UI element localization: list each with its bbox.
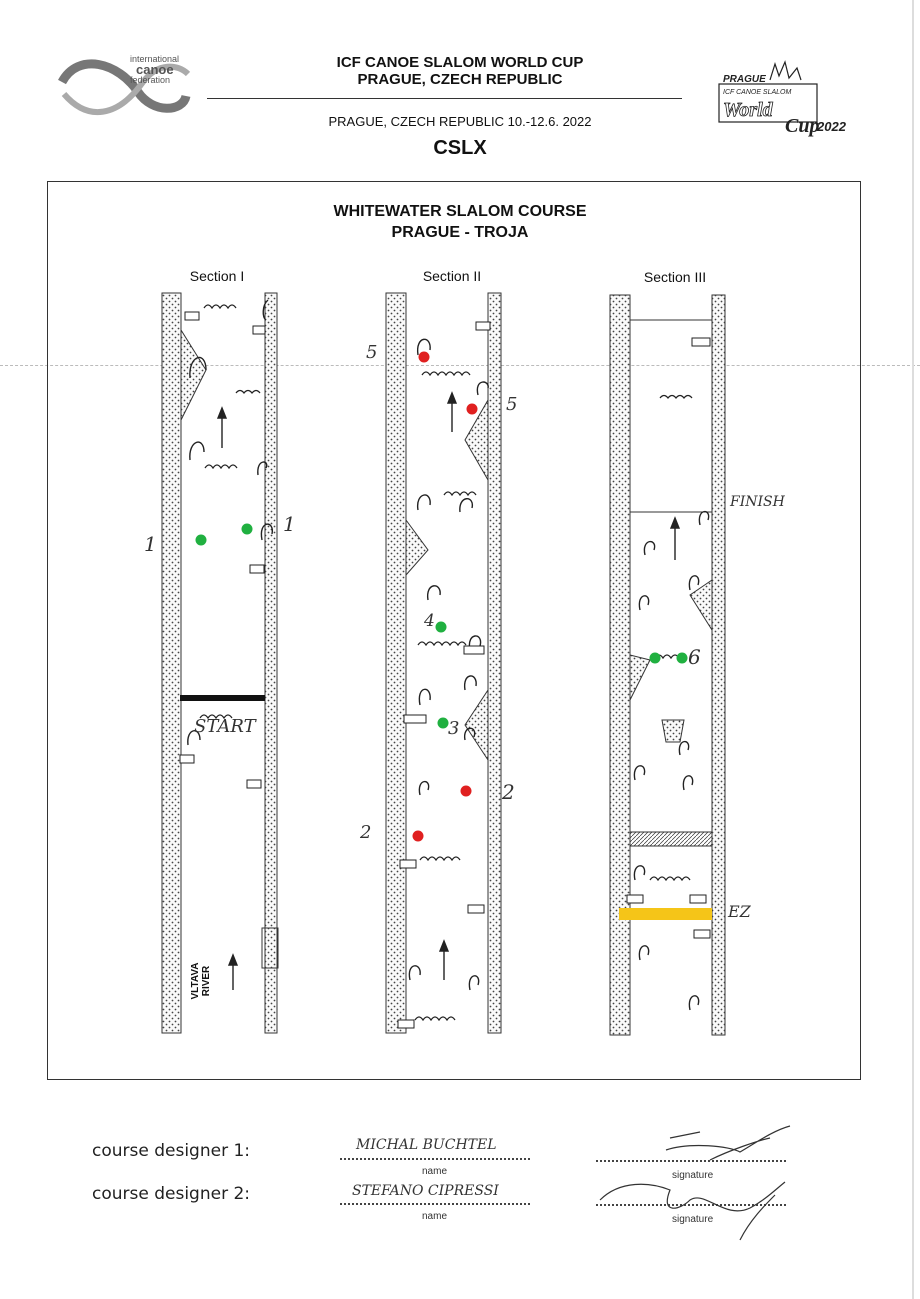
ez-marker bbox=[619, 908, 712, 920]
handwritten-signatures bbox=[590, 1120, 800, 1240]
section-2-island-low bbox=[465, 690, 488, 760]
course-title-line2: PRAGUE - TROJA bbox=[391, 224, 529, 241]
icf-logo-line3: federation bbox=[130, 75, 171, 85]
gate-5-left-number: 5 bbox=[366, 342, 378, 363]
title-line2: PRAGUE, CZECH REPUBLIC bbox=[357, 71, 563, 88]
title-line1: ICF CANOE SLALOM WORLD CUP bbox=[336, 54, 584, 71]
wc-logo-cup: Cup bbox=[785, 115, 820, 137]
section-2-right-wall bbox=[488, 293, 501, 1033]
icf-logo-line1: international bbox=[130, 54, 180, 64]
river-label bbox=[188, 950, 218, 1000]
downstream-gate-dot bbox=[196, 535, 207, 546]
signature-2 bbox=[600, 1182, 785, 1240]
downstream-gate-dot bbox=[677, 653, 688, 664]
icf-logo-line2: canoe bbox=[136, 62, 174, 77]
upstream-gate-dot bbox=[413, 831, 424, 842]
section-2-left-wall bbox=[386, 293, 406, 1033]
section-3-right-wall bbox=[712, 295, 725, 1035]
section-3-bridge bbox=[630, 832, 712, 846]
section-1-label: Section I bbox=[189, 268, 245, 284]
designer2-name: STEFANO CIPRESSI bbox=[352, 1183, 499, 1199]
upstream-gate-dot bbox=[461, 786, 472, 797]
signature-1 bbox=[666, 1126, 790, 1160]
section-1-channel bbox=[162, 293, 278, 1033]
designer1-label: course designer 1: bbox=[92, 1141, 251, 1161]
event-line: PRAGUE, CZECH REPUBLIC 10.-12.6. 2022 bbox=[328, 114, 592, 129]
designer2-signature-caption: signature bbox=[672, 1214, 714, 1225]
section-3-channel bbox=[610, 295, 725, 1035]
downstream-gate-dot bbox=[438, 718, 449, 729]
gate-4-number: 4 bbox=[424, 611, 435, 631]
river-label-line1: VLTAVA bbox=[190, 962, 201, 1000]
section-3-island-right bbox=[690, 580, 712, 630]
wc-logo-year: 2022 bbox=[817, 119, 846, 134]
section-3-label: Section III bbox=[643, 269, 707, 285]
wc-logo-prague: PRAGUE bbox=[723, 74, 766, 85]
designer2-label: course designer 2: bbox=[92, 1184, 251, 1204]
course-title-line1: WHITEWATER SLALOM COURSE bbox=[333, 203, 587, 220]
gate-2-right-number: 2 bbox=[502, 780, 515, 804]
section-3-left-wall bbox=[610, 295, 630, 1035]
designer2-name-caption: name bbox=[422, 1211, 448, 1222]
designer1-name-line bbox=[340, 1158, 530, 1160]
upstream-gate-dot bbox=[467, 404, 478, 415]
gate-3-number: 3 bbox=[448, 718, 460, 739]
section-2-label: Section II bbox=[422, 268, 482, 284]
gate-1-left-number: 1 bbox=[144, 532, 157, 556]
downstream-gate-dot bbox=[436, 622, 447, 633]
gate-5-right-number: 5 bbox=[506, 394, 518, 415]
section-3-island-left bbox=[630, 655, 650, 700]
downstream-gate-dot bbox=[650, 653, 661, 664]
upstream-gate-dot bbox=[419, 352, 430, 363]
wc-logo-subtitle: ICF CANOE SLALOM bbox=[723, 89, 792, 96]
designer2-name-line bbox=[340, 1203, 530, 1205]
gate-6-number: 6 bbox=[688, 645, 701, 669]
ez-label: EZ bbox=[728, 902, 751, 921]
gate-2-left-number: 2 bbox=[360, 822, 372, 843]
gate-1-right-number: 1 bbox=[283, 512, 296, 536]
river-label-line2: RIVER bbox=[201, 965, 212, 997]
start-line bbox=[180, 695, 265, 701]
start-label: START bbox=[194, 716, 256, 737]
designer1-name: MICHAL BUCHTEL bbox=[356, 1137, 497, 1153]
wc-logo-world: World bbox=[723, 99, 773, 121]
section-3-rock bbox=[662, 720, 684, 742]
designer1-signature-caption: signature bbox=[672, 1170, 714, 1181]
designer1-name-caption: name bbox=[422, 1166, 448, 1177]
section-2-channel bbox=[386, 293, 501, 1033]
event-code: CSLX bbox=[433, 137, 487, 159]
finish-label: FINISH bbox=[730, 494, 785, 510]
section-1-left-wall bbox=[162, 293, 181, 1033]
section-2-island-mid bbox=[406, 520, 428, 575]
downstream-gate-dot bbox=[242, 524, 253, 535]
section-1-right-wall bbox=[265, 293, 277, 1033]
section-1-island bbox=[181, 330, 206, 420]
